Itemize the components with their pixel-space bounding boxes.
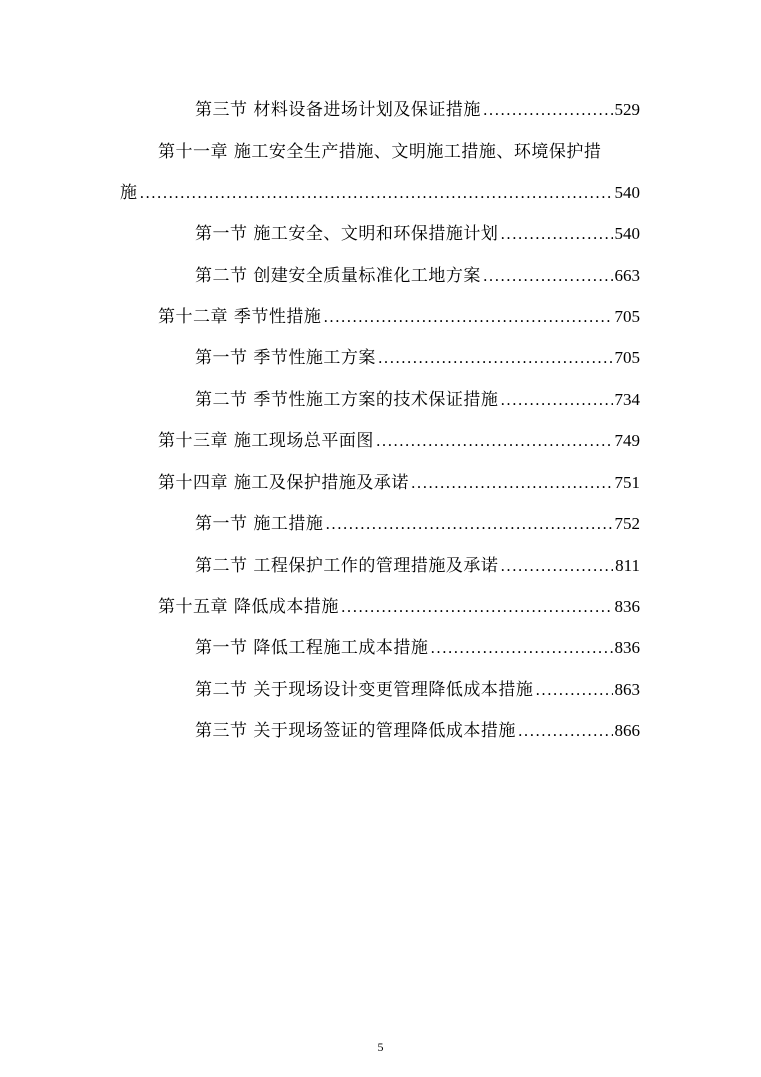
toc-entry-title: 第二节 季节性施工方案的技术保证措施 <box>195 390 499 410</box>
toc-entry[interactable] <box>195 634 640 662</box>
toc-entry-title: 第一节 施工安全、文明和环保措施计划 <box>195 224 499 244</box>
toc-entry-title: 第十五章 降低成本措施 <box>158 597 339 617</box>
toc-entry-page: 734 <box>614 390 640 409</box>
toc-dot-leader <box>500 552 613 580</box>
toc-dot-leader <box>376 427 613 455</box>
toc-entry-title: 第二节 工程保护工作的管理措施及承诺 <box>195 556 499 576</box>
toc-entry-title: 第二节 创建安全质量标准化工地方案 <box>195 266 481 286</box>
toc-dot-leader <box>500 386 612 414</box>
toc-entry[interactable] <box>195 386 640 414</box>
toc-dot-leader <box>341 593 613 621</box>
toc-entry-page: 705 <box>614 348 640 367</box>
toc-entry-page: 540 <box>614 224 640 243</box>
toc-entry-page: 863 <box>614 680 640 699</box>
toc-entry-page: 752 <box>614 514 640 533</box>
toc-entry-page: 749 <box>614 431 640 450</box>
toc-dot-leader <box>483 96 613 124</box>
toc-dot-leader <box>325 510 612 538</box>
toc-entry[interactable] <box>195 717 640 745</box>
toc-entry-page: 751 <box>614 473 640 492</box>
toc-entry[interactable] <box>158 138 640 166</box>
toc-entry-page: 705 <box>614 307 640 326</box>
toc-entry-page: 866 <box>614 721 640 740</box>
toc-entry[interactable] <box>195 262 640 290</box>
toc-entry-title: 第一节 施工措施 <box>195 514 324 534</box>
toc-dot-leader <box>140 179 613 207</box>
toc-entry-page: 529 <box>614 100 640 119</box>
toc-entry-title: 第十一章 施工安全生产措施、文明施工措施、环境保护措 <box>158 142 602 162</box>
toc-entry[interactable] <box>158 469 640 497</box>
toc-entry[interactable] <box>120 179 640 207</box>
toc-entry-title: 第二节 关于现场设计变更管理降低成本措施 <box>195 680 534 700</box>
toc-entry[interactable] <box>195 552 640 580</box>
toc-entry-title: 第三节 材料设备进场计划及保证措施 <box>195 100 481 120</box>
toc-entry-page: 836 <box>614 597 640 616</box>
toc-entry[interactable] <box>195 220 640 248</box>
page-number: 5 <box>377 1040 384 1054</box>
toc-entry-title: 第十三章 施工现场总平面图 <box>158 431 374 451</box>
toc-entry-title: 第十二章 季节性措施 <box>158 307 322 327</box>
toc-dot-leader <box>500 220 612 248</box>
toc-entry-title: 第一节 季节性施工方案 <box>195 348 376 368</box>
toc-entry[interactable] <box>195 510 640 538</box>
toc-dot-leader <box>483 262 613 290</box>
toc-dot-leader <box>535 676 612 704</box>
toc-entry-title: 第三节 关于现场签证的管理降低成本措施 <box>195 721 516 741</box>
toc-entry[interactable] <box>195 344 640 372</box>
toc-entry[interactable] <box>158 593 640 621</box>
toc-entry-page: 663 <box>614 266 640 285</box>
toc-entry-page: 836 <box>614 638 640 657</box>
toc-entry-title: 第十四章 施工及保护措施及承诺 <box>158 473 409 493</box>
toc-entry[interactable] <box>158 303 640 331</box>
toc-dot-leader <box>430 634 612 662</box>
toc-entry-page: 811 <box>615 556 640 575</box>
toc-entry[interactable] <box>195 676 640 704</box>
toc-entry-title: 施 <box>120 183 138 203</box>
toc-entry[interactable] <box>158 427 640 455</box>
toc-entry[interactable] <box>195 96 640 124</box>
toc-dot-leader <box>378 344 613 372</box>
toc-dot-leader <box>518 717 613 745</box>
toc-dot-leader <box>411 469 613 497</box>
toc-entry-page: 540 <box>614 183 640 202</box>
toc-dot-leader <box>323 303 612 331</box>
toc-entry-title: 第一节 降低工程施工成本措施 <box>195 638 429 658</box>
